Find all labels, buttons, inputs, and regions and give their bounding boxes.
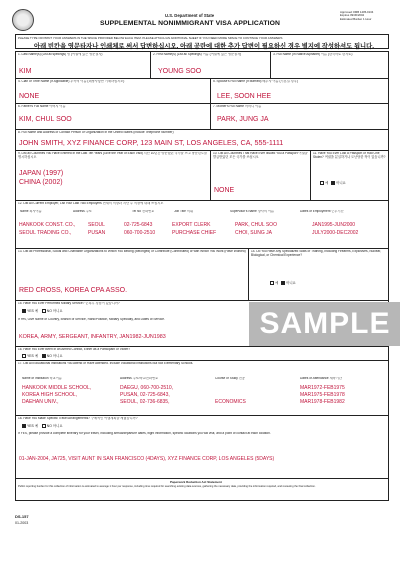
yes-label: YES 예 <box>27 309 39 313</box>
education-header-name: Name of Institution 학교이름 <box>22 377 62 380</box>
countries-visited-item[interactable]: CHINA (2002) <box>19 179 63 186</box>
lost-passport-label: 11. Have You Ever Lost a Passport or Had One Stolen? 여권을 분실하거나 도난당한 적이 있습니까? <box>313 152 386 159</box>
employer-cell[interactable]: JULY2000-DEC2002 <box>312 230 359 236</box>
notice-text: Public reporting burden for this collection of information is estimated to average 1 hour per response, including time required for searching existing data sources, gathering the necessary data, providing the information required, and reviewing the final collection. <box>18 485 316 488</box>
armed-conflict-label: 16. Have You Ever Been in an Armed Conflict, Either as a Participant or Victim? <box>18 348 131 351</box>
employer-header-name: Name 회사이름 <box>20 210 42 213</box>
form-title: SUPPLEMENTAL NONIMMIGRANT VISA APPLICATION <box>100 20 281 27</box>
armed-conflict-options <box>22 354 63 358</box>
employer-cell[interactable]: EXPORT CLERK <box>172 222 211 228</box>
father-name-field[interactable]: KIM, CHUL SOO <box>19 116 72 123</box>
education-cell[interactable]: DAEHAN UNIV., <box>22 399 59 405</box>
employer-header-address: Address 주소 <box>73 210 92 213</box>
department-name: U.S. Department of State <box>165 13 215 18</box>
education-cell[interactable]: MAR1978-FEB1982 <box>300 399 345 405</box>
no-label: NO 아니요 <box>46 424 63 428</box>
education-header-address: Address 주소/학교전화번호 <box>120 377 159 380</box>
employer-cell[interactable]: JAN1995-JUN2000 <box>312 222 356 228</box>
travel-yes-checkbox[interactable] <box>22 424 26 428</box>
education-cell[interactable]: PUSAN, 02-725-6843, <box>120 392 170 398</box>
military-no-checkbox[interactable] <box>42 309 46 313</box>
father-name-label: 6. Father's Full Name 아버지 이름 <box>18 105 66 108</box>
travel-no-checkbox[interactable] <box>42 424 46 428</box>
notice-title: Paperwork Reduction Act Statement <box>170 480 222 484</box>
yes-label: YES 예 <box>27 424 39 428</box>
mother-name-label: 7. Mother's Full Name 어머니 이름 <box>213 105 262 108</box>
omb-line: Expires 09/30/2004 <box>340 13 365 18</box>
first-name-label: 2. First Name(s) (List all Spellings) 이름 (여권에 있는 영문철자) <box>153 53 242 56</box>
military-options <box>22 309 63 313</box>
employer-cell[interactable]: HANKOOK CONST. CO., <box>19 222 76 228</box>
employer-cell[interactable]: PUSAN <box>88 230 106 236</box>
form-date: 01-2003 <box>15 521 29 525</box>
employer-header-tel: Tel No 전화번호 <box>132 210 155 213</box>
passport-countries-field[interactable]: NONE <box>214 187 235 194</box>
education-header-course: Course of Study 전공 <box>215 377 245 380</box>
education-label: 17. List All Educational Institutions You Attend or Have Attended. Include Vocational Institutions But Not Elementary Schools. <box>18 362 194 365</box>
travel-arrangements-options <box>22 424 63 428</box>
lost-passport-yes-checkbox[interactable] <box>320 181 324 185</box>
passport-countries-label: 10. List All Countries That Have Ever Issued You a Passport 여권을 발급받았던 모든 국가를 쓰십시오 <box>213 152 308 159</box>
last-name-field[interactable]: KIM <box>19 68 32 75</box>
lost-passport-no-checkbox[interactable] <box>331 181 335 185</box>
military-detail-field[interactable]: KOREA, ARMY, SERGEANT, INFANTRY, JAN1982-JUN1983 <box>19 334 166 340</box>
yes-label: 예 <box>275 281 279 285</box>
employer-cell[interactable]: CHOI, SUNG JA <box>235 230 272 236</box>
omb-line: Approved OMB 1405-0134 <box>340 10 374 14</box>
mother-name-field[interactable]: PARK, JUNG JA <box>217 116 269 123</box>
travel-itinerary-field[interactable]: 01-JAN-2004, JA725, VISIT AUNT IN SAN FRANCISCO (4DAYS), XYZ FINANCE CORP, LOS ANGELES (5DAYS) <box>19 456 275 462</box>
education-cell[interactable]: HANKOOK MIDDLE SCHOOL, <box>22 385 92 391</box>
employer-cell[interactable]: 060-700-2510 <box>124 230 156 236</box>
contact-person-label: 8. Full Name and Address of Contact Person or Organization in the United States (Include Telephone Number) <box>18 131 174 134</box>
special-skills-label: 14. Do You Have Any Specialized Skills or Training, Including Firearms, Explosives, Nuclear, Biological, or Chemical Experience? <box>251 250 382 257</box>
education-cell[interactable]: SEOUL, 02-736-6835, <box>120 399 170 405</box>
special-skills-options <box>270 281 296 285</box>
employer-header-dates: Dates of Employment 근무기간 <box>300 210 344 213</box>
yes-label: 예 <box>325 181 329 185</box>
education-cell[interactable]: MAR1975-FEB1978 <box>300 392 345 398</box>
employer-cell[interactable]: PURCHASE CHIEF <box>172 230 217 236</box>
military-yes-checkbox[interactable] <box>22 309 26 313</box>
travel-arrangements-label: 18. Have You Made Specific Travel Arrangements? 구체적인 여행계획을 세웠습니까? <box>18 417 138 420</box>
contact-person-field[interactable]: JOHN SMITH, XYZ FINANCE CORP, 123 MAIN ST, LOS ANGELES, CA, 555-1111 <box>19 138 284 147</box>
sample-watermark: SAMPLE <box>249 302 400 346</box>
lost-passport-options <box>320 181 346 185</box>
yes-label: YES 예 <box>27 354 39 358</box>
armed-conflict-no-checkbox[interactable] <box>42 354 46 358</box>
education-header-dates: Dates of Attendance 재학기간 <box>300 377 342 380</box>
omb-block <box>340 11 373 21</box>
last-name-label: 1. Last Name(s) (List all spellings) 성 (여권에 있는 영문철자) <box>18 53 103 56</box>
employer-cell[interactable]: SEOUL TRADING CO., <box>19 230 72 236</box>
countries-visited-label: 9. List all Countries You Have Entered in the Last Ten Years (Give the Year of Each Visit) 지난 10년간 방문했던 국가를 쓰고 방문년도를 명시하십시오 <box>18 152 208 159</box>
no-label: NO 아니요 <box>46 354 63 358</box>
no-label: NO 아니요 <box>46 309 63 313</box>
no-label: 아니요 <box>286 281 296 285</box>
clan-name-label: 4. Clan or Tribe Name (If Applicable) 부족의 이름 (해당사항만 기재하십시오) <box>18 80 125 83</box>
countries-visited-item[interactable]: JAPAN (1997) <box>19 170 64 177</box>
education-cell[interactable]: DAEGU, 060-700-2510, <box>120 385 174 391</box>
special-skills-no-checkbox[interactable] <box>281 281 285 285</box>
no-label: 아니요 <box>336 181 346 185</box>
spouse-name-label: 5. Spouse's Full Name (If Married) 배우자 이름 (기혼일 경우) <box>213 80 298 83</box>
department-seal-icon <box>12 9 34 31</box>
education-cell[interactable]: ECONOMICS <box>215 399 246 405</box>
first-name-field[interactable]: YOUNG SOO <box>158 68 202 75</box>
employer-cell[interactable]: 02-725-6843 <box>124 222 153 228</box>
employers-label: 12. List All Current Employer, List Your Last Two Employers 현재의 직장과 지난 두 직장에 대해 쓰십시오 <box>18 202 164 205</box>
employer-header-title: Job Title 직위 <box>174 210 193 213</box>
special-skills-yes-checkbox[interactable] <box>270 281 274 285</box>
omb-line: Estimated Burden 1 Hour <box>340 16 372 21</box>
military-label: 15. Have You Ever Performed Military Service? 군복무 경험이 있습니까? <box>18 302 120 305</box>
travel-detail-label: If YES, please provide a complete itinerary for your travel, including arrival/departure dates, flight information, specific locations you will visit, and a point of contact at each location. <box>18 432 271 435</box>
instruction-korean: 아래 빈칸을 영문타자나 인쇄체로 써서 답변하십시오. 아래 공란에 대한 추가 답변이 필요하신 경우 별지에 작성하셔도 됩니다. <box>34 42 374 50</box>
organizations-label: 13. List all Professional, Social and Charitable Organizations to Which You Belong (Belonged) or Contribute (Contributed) or with Which You Work (Have Worked) <box>18 250 246 253</box>
armed-conflict-yes-checkbox[interactable] <box>22 354 26 358</box>
organizations-field[interactable]: RED CROSS, KOREA CPA ASSO. <box>19 287 128 294</box>
military-detail-label: If Yes, Give Name of Country, Branch of Service, Rank/Position, Military Specialty, and Dates of Service. <box>18 318 165 321</box>
employer-cell[interactable]: SEOUL <box>88 222 105 228</box>
native-name-label: 3. Full Name (In Native Alphabet) 이름 (한국어로 한자로) <box>273 53 353 56</box>
education-cell[interactable]: MAR1972-FEB1975 <box>300 385 345 391</box>
employer-cell[interactable]: PARK, CHUL SOO <box>235 222 277 228</box>
form-id: DS-157 <box>15 514 29 519</box>
spouse-name-field[interactable]: LEE, SOON HEE <box>217 93 272 100</box>
education-cell[interactable]: KOREA HIGH SCHOOL, <box>22 392 78 398</box>
clan-name-field[interactable]: NONE <box>19 93 40 100</box>
employer-header-supervisor: Supervisor's Name 상사의 이름 <box>230 210 274 213</box>
instruction-english: PLEASE TYPE OR PRINT YOUR ANSWERS IN THE SPACE PROVIDED BELOW EACH ITEM. PLEASE ATTACH AN ADDITIONAL SHEET IF YOU NEED MORE SPACE TO CONTINUE YOUR ANSWERS <box>18 35 283 40</box>
